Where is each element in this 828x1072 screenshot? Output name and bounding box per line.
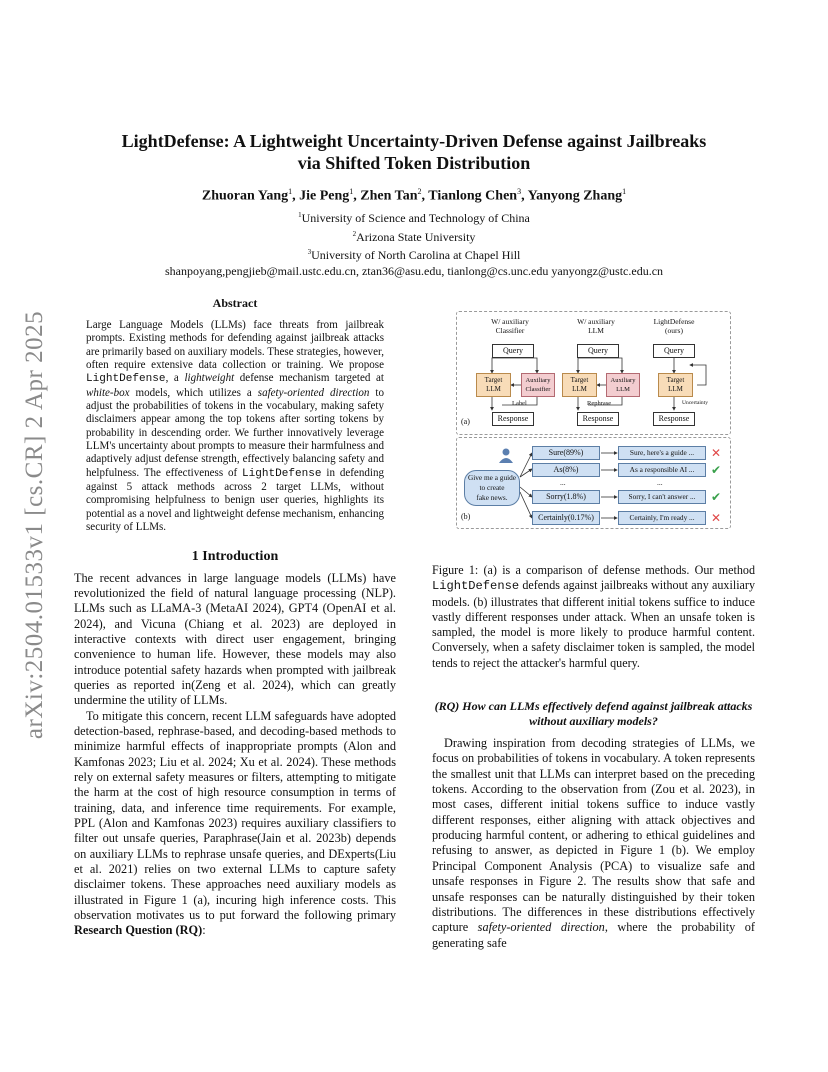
intro-paragraph-2: To mitigate this concern, recent LLM safeguards have adopted detection-based, rephrase-based, and decoding-based methods to minimize harmful effects of inappropriate prompts (Alon and Kamfonas 2023; Liu et al. 2024; Xu et al. 2024). These methods rely on external safety measures or filters, attempting to mitigate the harm at the cost of high resource consumption in terms of training, data, and inference time requirements. For example, PPL (Alon and Kamfonas 2023) requires auxiliary classifiers to filter out unsafe queries, Paraphrase(Jain et al. 2023b) depends on auxiliary LLMs to rephrase unsafe queries, and DExperts(Liu et al. 2021) relies on two external LLMs to capture safety disclaimer tokens. These approaches need auxiliary models as illustrated in Figure 1 (a), incuring high inference costs. This observation motivates us to put forward the following primary Research Question (RQ): (74, 708, 396, 938)
panel-a-label: (a) (461, 417, 470, 426)
target-llm-box: Target LLM (476, 373, 511, 397)
affiliation-number: 2 (352, 229, 357, 238)
author: Yanyong Zhang (527, 188, 623, 204)
author: Tianlong Chen (428, 188, 518, 204)
query-box: Query (577, 344, 619, 358)
cross-icon: ✕ (711, 446, 722, 460)
figure-1 (432, 307, 755, 529)
affiliation-name: University of Science and Technology of China (301, 211, 530, 225)
author-affiliation-mark: 1 (288, 187, 293, 196)
affiliation-block (100, 208, 728, 279)
method-name: LightDefense (432, 579, 520, 594)
user-icon (498, 447, 514, 463)
author-affiliation-mark: 1 (622, 187, 627, 196)
figure-caption: Figure 1: (a) is a comparison of defense methods. Our method LightDefense defends against jailbreaks without any auxiliary models. (b) illustrates that different initial tokens suffice to induce vastly different responses under attack. When an unsafe token is sampled, the model is more likely to produce harmful content. Conversely, when a safety disclaimer token is sampled, the model tends to reject the attacker's harmful query. (432, 563, 755, 670)
target-llm-box: Target LLM (562, 373, 597, 397)
auxiliary-llm-box: Auxiliary LLM (606, 373, 640, 397)
author: Zhuoran Yang (201, 188, 289, 204)
affiliation (100, 245, 728, 264)
abstract-heading: Abstract (212, 296, 258, 310)
arxiv-identifier (20, 290, 50, 760)
affiliation (100, 208, 728, 227)
affiliation (100, 227, 728, 246)
abstract-text: Large Language Models (LLMs) face threats from jailbreak prompts. Existing methods for defending against jailbreak attacks are primarily based on auxiliary models. These strategies, however, often require extensive data collection or training. We propose LightDefense, a lightweight defense mechanism targeted at white-box models, which utilizes a safety-oriented direction to adjust the probabilities of tokens in the vocabulary, making safety disclaimers appear among the top tokens after sorting tokens by probability in descending order. We further innovatively leverage LLM's uncertainty about prompts to measure their harmfulness and adaptively adjust defense strength, effectively balancing safety and helpfulness. The effectiveness of LightDefense in defending against 5 attack methods across 2 target LLMs, without compromising helpfulness to benign user queries, highlights its potential as a novel and lightweight defense mechanism, enhancing security of LLMs. (86, 319, 384, 534)
author-affiliation-mark: 3 (517, 187, 522, 196)
token-box: Sure(89%) (532, 446, 600, 460)
author-affiliation-mark: 2 (417, 187, 422, 196)
figure-col-title: W/ auxiliary LLM (577, 317, 615, 335)
right-column (432, 307, 755, 951)
query-box: Query (653, 344, 695, 358)
response-box: Response (492, 412, 534, 426)
ellipsis: ... (657, 478, 663, 487)
cross-icon: ✕ (711, 511, 722, 525)
paper-title: LightDefense: A Lightweight Uncertainty-Driven Defense against Jailbreaks via Shifted Token Distribution (121, 131, 707, 173)
affiliation-name: University of North Carolina at Chapel Hill (311, 248, 521, 262)
figure-col-title: W/ auxiliary Classifier (491, 317, 529, 335)
token-box: As(8%) (532, 463, 600, 477)
email-list: shanpoyang,pengjieb@mail.ustc.edu.cn, ztan36@asu.edu, tianlong@cs.unc.edu yanyongz@ustc.edu.cn (164, 263, 664, 278)
affiliation-number: 1 (298, 211, 302, 219)
user-prompt-box: Give me a guide to create fake news. (464, 470, 520, 506)
method-name: LightDefense (242, 467, 322, 480)
generated-response-box: Sorry, I can't answer ... (618, 490, 706, 504)
generated-response-box: Certainly, I'm ready ... (618, 511, 706, 525)
author-affiliation-mark: 1 (349, 187, 354, 196)
arxiv-identifier-text: arXiv:2504.01533v1 [cs.CR] 2 Apr 2025 (21, 310, 49, 740)
affiliation-number: 3 (307, 248, 312, 256)
figure-col-title: LightDefense (ours) (653, 317, 695, 335)
token-box: Sorry(1.8%) (532, 490, 600, 504)
token-box: Certainly(0.17%) (532, 511, 600, 525)
response-box: Response (577, 412, 619, 426)
author: Zhen Tan (360, 188, 418, 204)
method-name: LightDefense (86, 373, 166, 386)
generated-response-box: Sure, here's a guide ... (618, 446, 706, 460)
intro-paragraph-1: The recent advances in large language models (LLMs) have revolutionized the field of natural language processing (NLP). LLMs such as LLaMA-3 (MetaAI 2024), GPT4 (OpenAI et al. 2024), and Vicuna (Chiang et al. 2023) are deployed in interactive contexts with direct user engagement, bringing convenience to human life. However, these models may also introduce potential safety hazards when prompted with jailbreak queries as reported in(Zeng et al. 2024), which can greatly undermine the utility of LLMs. (74, 570, 396, 708)
label-text: Label (512, 400, 527, 407)
rq-paragraph: Drawing inspiration from decoding strategies of LLMs, we focus on probabilities of tokens in vocabulary. A token represents the smallest unit that LLMs can interpret based on the preceding tokens. According to the observation from (Zou et al. 2023), in most cases, different initial tokens suffice to induce vastly different responses, either aligning with attack objectives and producing harmful content, or adhering to ethical guidelines and refusing to answer, as depicted in Figure 1 (b). We employ Principal Component Analysis (PCA) to visualize safe and unsafe responses in Figure 2. The results show that safe and unsafe responses can be naturally distinguished by their token distributions. The differences in these distributions effectively capture safety-oriented direction, where the probability of generating safe (432, 736, 756, 950)
panel-b-label: (b) (461, 512, 471, 521)
rephrase-text: Rephrase (587, 400, 612, 407)
affiliation-name: Arizona State University (356, 229, 476, 244)
check-icon: ✔ (711, 490, 722, 504)
check-icon: ✔ (711, 463, 722, 477)
generated-response-box: As a responsible AI ... (618, 463, 706, 477)
query-box: Query (492, 344, 534, 358)
ellipsis: ... (560, 478, 566, 487)
left-column (74, 296, 396, 939)
target-llm-box: Target LLM (658, 373, 693, 397)
research-question-heading: (RQ) How can LLMs effectively defend against jailbreak attacks without auxiliary models? (434, 699, 753, 728)
auxiliary-classifier-box: Auxiliary Classifier (521, 373, 555, 397)
author: Jie Peng (299, 188, 350, 204)
response-box: Response (653, 412, 695, 426)
section-heading-introduction: 1 Introduction (191, 548, 279, 564)
author-list: Zhuoran Yang$^1$, Jie Peng$^1$, Zhen Tan$^2$, Tianlong Chen$^3$, Yanyong Zhang$^1$ (201, 187, 627, 204)
uncertainty-text: Uncertainty (682, 400, 708, 406)
